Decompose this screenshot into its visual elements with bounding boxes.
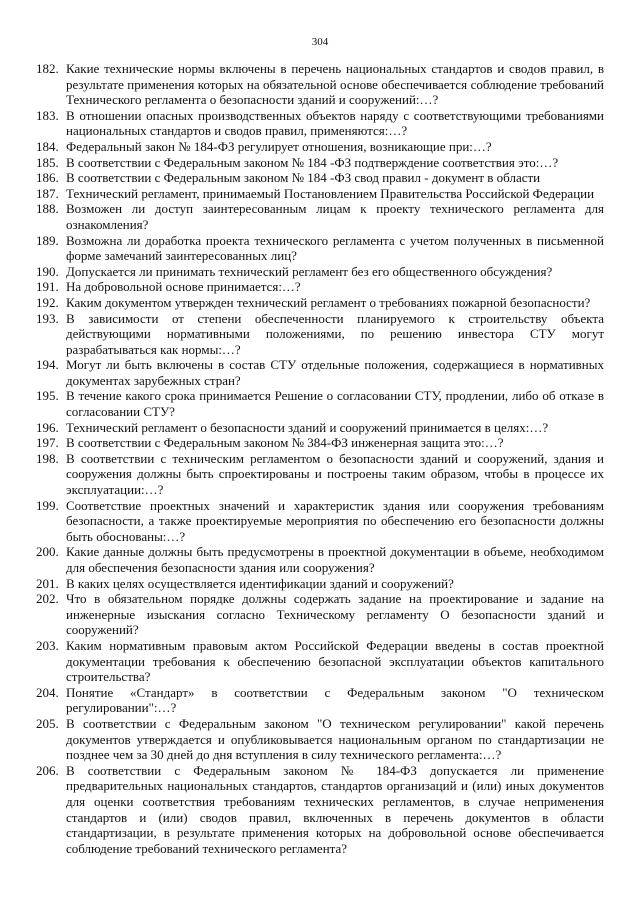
question-number: 201. [36,575,59,591]
question-number: 188. [36,201,59,217]
question-item [36,763,604,857]
question-number: 196. [36,419,59,435]
question-text: В каких целях осуществляется идентификации зданий и сооружений? [66,575,454,591]
question-item [36,108,604,139]
question-text: В соответствии с техническим регламентом о безопасности зданий и сооружений, здания и сооружения должны быть спроектированы и построены таким образом, чтобы в процессе их эксплуатации:…? [66,450,604,498]
question-item [36,61,604,108]
question-item [36,685,604,716]
question-text: В соответствии с Федеральным законом № 384-ФЗ инженерная защита это:…? [66,435,504,451]
question-item [36,638,604,685]
question-item [36,544,604,575]
question-item [36,264,604,280]
question-number: 202. [36,591,59,607]
question-item [36,201,604,232]
question-item [36,420,604,436]
question-number: 193. [36,310,59,326]
question-item [36,155,604,171]
question-text: Понятие «Стандарт» в соответствии с Федеральным законом "О техническом регулировании":…? [66,684,604,716]
question-text: В соответствии с Федеральным законом "О техническом регулировании" какой перечень документов утверждается и опубликовывается национальным органом по стандартизации не позднее чем за 30 дней до дня вступления в силу технического регламента:…? [66,715,604,763]
question-item [36,591,604,638]
question-text: Какие технические нормы включены в перечень национальных стандартов и сводов правил, в результате применения которых на обязательной основе обеспечивается соблюдение требований Технического регламента о безопасности зданий и сооружений:…? [66,61,604,108]
question-item [36,186,604,202]
question-number: 205. [36,715,59,731]
question-number: 191. [36,279,59,295]
question-number: 199. [36,497,59,513]
question-text: В зависимости от степени обеспеченности планируемого к строительству объекта действующими нормативными положениями, по решению инвестора СТУ могут разрабатываться как нормы:…? [66,310,604,357]
question-item [36,357,604,388]
question-number: 192. [36,294,59,310]
question-text: Каким нормативным правовым актом Российской Федерации введены в состав проектной документации требования к обеспечению безопасной эксплуатации объектов капитального строительства? [66,637,604,685]
question-text: В течение какого срока принимается Решение о согласовании СТУ, продлении, либо об отказе в согласовании СТУ? [66,388,604,420]
question-number: 189. [36,232,59,248]
question-item [36,498,604,545]
question-item [36,279,604,295]
question-number: 182. [36,61,59,76]
question-text: Что в обязательном порядке должны содержать задание на проектирование и задание на инженерные изыскания согласно Техническому регламенту О безопасности зданий и сооружений? [66,591,604,638]
question-text: Федеральный закон № 184-ФЗ регулирует отношения, возникающие при:…? [66,138,492,154]
question-item [36,233,604,264]
question-number: 194. [36,357,59,373]
question-number: 187. [36,185,59,201]
question-number: 195. [36,388,59,404]
question-number: 198. [36,450,59,466]
question-number: 203. [36,637,59,653]
question-number: 190. [36,263,59,279]
question-number: 206. [36,762,59,778]
question-text: Допускается ли принимать технический регламент без его общественного обсуждения? [66,263,553,279]
question-number: 184. [36,138,59,154]
question-text: Возможна ли доработка проекта технического регламента с учетом полученных в письменной форме замечаний заинтересованных лиц? [66,232,604,264]
question-text: Могут ли быть включены в состав СТУ отдельные положения, содержащиеся в нормативных документах зарубежных стран? [66,357,604,388]
question-item [36,716,604,763]
question-item [36,576,604,592]
question-text: В соответствии с Федеральным законом № 184-ФЗ допускается ли применение предварительных национальных стандартов, стандартов организаций и (или) иных документов для оценки соответствия требованиям технических регламентов, в случае неприменения стандартов и (или) сводов правил, включенных в перечень документов в области стандартизации, в результате применения которых на добровольной основе обеспечивается соблюдение требований технического регламента? [66,762,604,856]
question-text: Какие данные должны быть предусмотрены в проектной документации в объеме, необходимом для обеспечения безопасности здания или сооружения? [66,544,604,575]
question-item [36,451,604,498]
question-text: Технический регламент, принимаемый Постановлением Правительства Российской Федерации [66,185,595,201]
question-text: На добровольной основе принимается:…? [66,279,301,295]
question-item [36,311,604,358]
question-item [36,435,604,451]
question-text: Возможен ли доступ заинтересованным лицам к проекту технического регламента для ознакомления? [66,201,604,232]
question-item [36,139,604,155]
question-text: В соответствии с Федеральным законом № 184 -ФЗ подтверждение соответствия это:…? [66,154,559,170]
page-number: 304 [311,36,329,48]
question-text: В отношении опасных производственных объектов наряду с соответствующими требованиями национальных стандартов и сводов правил, применяются:…? [66,107,604,139]
question-item [36,170,604,186]
question-item [36,295,604,311]
question-number: 197. [36,435,59,451]
question-text: Соответствие проектных значений и характеристик здания или сооружения требованиям безопасности, а также проектируемые мероприятия по обеспечению его безопасности должны быть обоснованы:…? [66,497,604,544]
question-list [36,61,604,856]
question-text: Каким документом утвержден технический регламент о требованиях пожарной безопасности? [66,294,591,310]
question-number: 183. [36,107,59,123]
question-number: 185. [36,154,59,170]
question-number: 186. [36,170,59,186]
question-item [36,388,604,419]
question-number: 200. [36,544,59,560]
question-text: В соответствии с Федеральным законом № 184 -ФЗ свод правил - документ в области [66,170,541,186]
question-number: 204. [36,684,59,700]
question-text: Технический регламент о безопасности зданий и сооружений принимается в целях:…? [66,419,549,435]
